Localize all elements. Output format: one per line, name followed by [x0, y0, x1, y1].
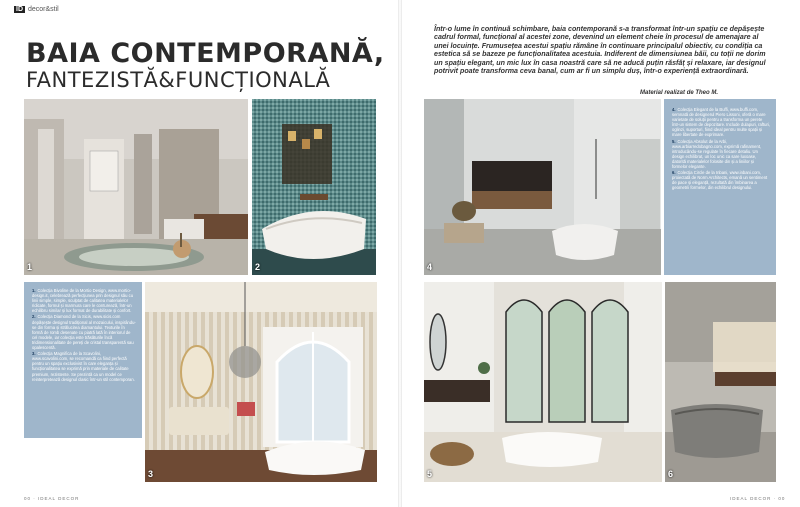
caption-text: Colecția Elegant de la Buffi, www.buffi.com, semnată de designerul Piero Lissoni, oferă o mare varietate de soluții pentru a transforma un perete într-un sistem de depozitare. Include dulapuri, rafturi, oglinzi, suporturi, fiind ideal pentru multe spații și mare libertate de exprimare. [672, 107, 770, 138]
footer-left: 00 · IDEAL DECOR [24, 496, 80, 501]
article-credit: Material realizat de Theo M. [640, 90, 719, 96]
article-intro: Într-o lume în continuă schimbare, baia contemporană s-a transformat într-un spațiu ce depășește cadrul formal, funcțional al acestei zone, devenind un element cheie în procesul de amenajare al unei locuințe. Frumusețea acestui spațiu rămâne în continuare principalul obiectiv, cu condiția ca estetica să se bazeze pe funcționalitatea acestuia. Indiferent de dimensiunea băii, cu toții ne dorim un spațiu elegant, un mic lux în casa noastră care să ne aducă puțin răsfăț și relaxare, iar designul potrivit poate transforma ceva banal, cum ar fi un simplu duș, într-o experiență extraordinară. [434, 25, 766, 76]
photo-3 [145, 282, 377, 482]
photo-2-image [252, 99, 376, 275]
photo-6-image [665, 282, 776, 482]
caption-item [32, 314, 136, 350]
caption-item [32, 351, 136, 382]
caption-box-left [24, 282, 142, 438]
caption-item [32, 288, 136, 313]
caption-item [672, 107, 770, 138]
caption-box-right [664, 99, 776, 275]
photo-1-image [24, 99, 248, 275]
caption-item [672, 170, 770, 190]
photo-2-number: 2 [255, 262, 261, 272]
photo-1-number: 1 [27, 262, 33, 272]
photo-5-number: 5 [427, 469, 433, 479]
caption-number: 4. [672, 107, 676, 112]
section-label: decor&stil [28, 6, 59, 13]
caption-text: Colecția Absolut de la Arbi, www.arbiarredobagno.com, exprimă rafinament, introducându-se regulate în fiecare detaliu. Un design echilibrat, un loc unic ca sare luxoase, datorită materialelor folosite din și a liniilor și formelor elegante. [672, 138, 762, 170]
article-title: BAIA CONTEMPORANĂ, [26, 38, 385, 69]
caption-text: Colecția Magnifica de la Scavolini, www.scavolini.com, se recomandă ca fiind perfectă pentru un spațiu exclusivist în care eleganța și funcționalitatea se exprimă prin materiale de calitate premium, rezistente. Se prezintă ca un model ce reinterpretează designul clasic într-un stil contemporan. [32, 351, 135, 382]
caption-text: Colecția Diamond de la Sicis, www.sicis.com depășește designul tradițional al mozaicului, inspirându-se din forma și strălucirea diamantului. Texturile în formă de romb desenate cu piatră lată în interiorul de cel modele, iar colecția este trăsăturile încă tridimensionalitate de pereți de cristal transparentă sau opalescentă. [32, 314, 136, 351]
photo-5 [424, 282, 662, 482]
photo-2 [252, 99, 376, 275]
photo-3-number: 3 [148, 469, 154, 479]
article-subtitle: FANTEZISTĂ&FUNCȚIONALĂ [26, 68, 331, 92]
photo-6 [665, 282, 776, 482]
caption-text: Colecția Bivoline de la Mortio Design, www.mortio-design.it, celebrează perfecțiunea prin designul său cu linii simple, simple, sculptat de calitatea materialelor ridicate, formul și marmura care le conturează, într-un echilibru similar și lux format de durabilitate și confort. [32, 288, 134, 314]
photo-4 [424, 99, 661, 275]
caption-item [672, 139, 770, 170]
caption-number: 2. [32, 314, 36, 320]
page-gutter [398, 0, 402, 507]
magazine-logo: ID [16, 6, 23, 13]
photo-6-number: 6 [668, 469, 674, 479]
caption-number: 3. [32, 351, 36, 357]
photo-4-image [424, 99, 661, 275]
caption-number: 6. [672, 170, 676, 176]
caption-number: 1. [32, 288, 36, 293]
photo-5-image [424, 282, 662, 482]
photo-4-number: 4 [427, 262, 433, 272]
caption-text: Colecția Circle de la Inbani, www.inbani.com, proiectată de Norm Architects, emană un sentiment de pace și eleganță, rezultată din îmbinarea a geometrii formelor, din echilibrul designului. [672, 170, 768, 191]
footer-right: IDEAL DECOR · 00 [730, 496, 786, 501]
photo-1 [24, 99, 248, 275]
photo-3-image [145, 282, 377, 482]
caption-number: 5. [672, 138, 676, 144]
section-header [14, 6, 59, 13]
